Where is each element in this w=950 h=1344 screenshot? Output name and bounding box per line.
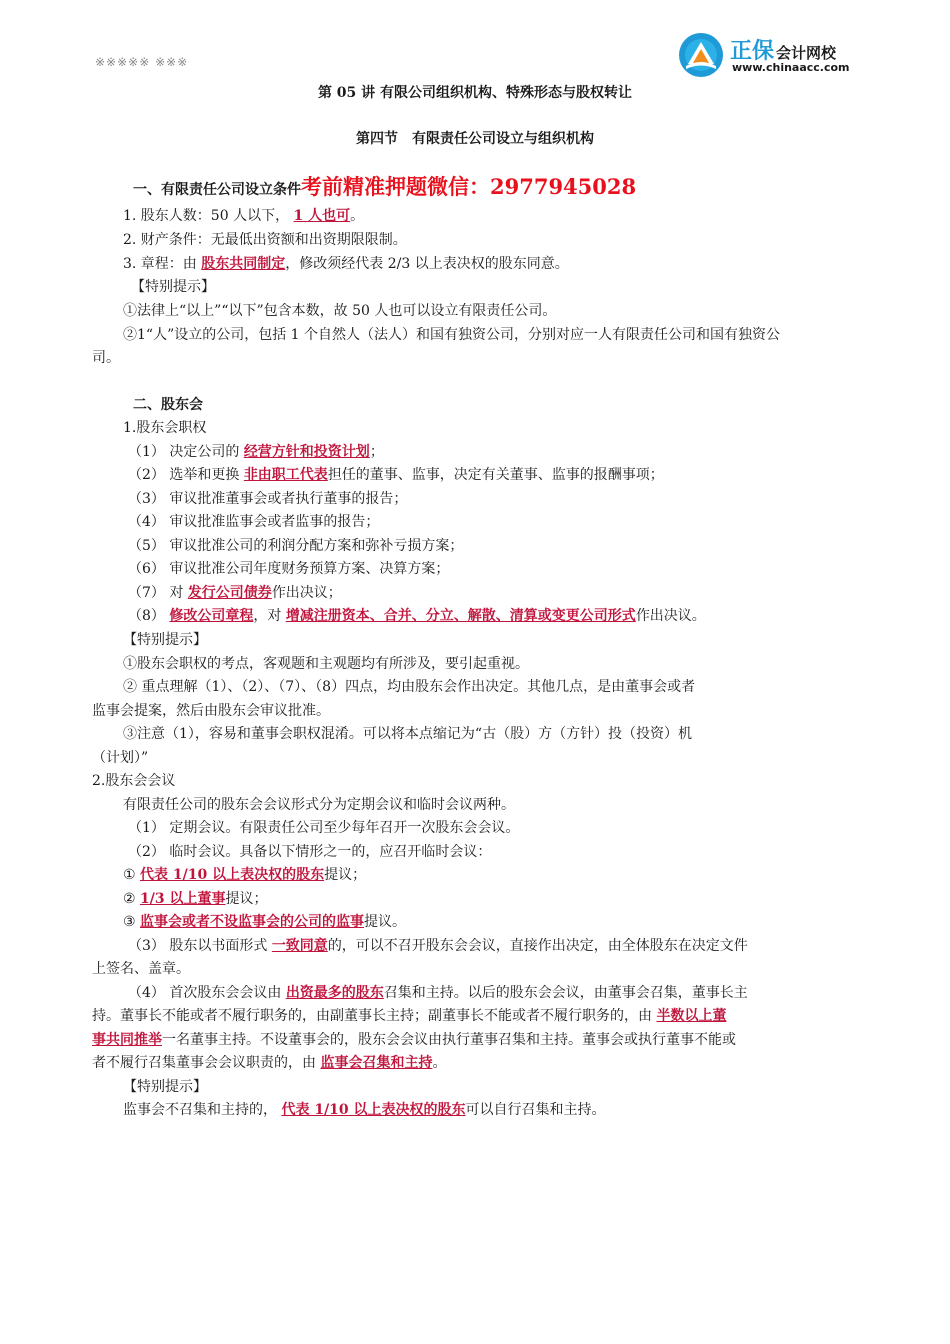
note-2: ② 重点理解（1）、（2）、（7）、（8）四点，均由股东会作出决定。其他几点，是由董事会或者 bbox=[123, 679, 696, 695]
special-tip-label: 【特别提示】 bbox=[123, 632, 207, 648]
highlight: 发行公司债券 bbox=[187, 585, 272, 601]
sub-heading-2: 2.股东会会议 bbox=[92, 773, 176, 789]
meeting-4-cont-2: 事共同推举一名董事主持。不设董事会的，股东会会议由执行董事召集和主持。董事会或执行董事不能或 bbox=[92, 1032, 736, 1048]
condition-1: ① 代表 1/10 以上表决权的股东提议； bbox=[123, 867, 367, 883]
condition-3: ③ 监事会或者不设监事会的公司的监事提议。 bbox=[123, 914, 407, 930]
highlight: 一致同意 bbox=[271, 938, 328, 954]
lecture-title: 第 05 讲 有限公司组织机构、特殊形态与股权转让 bbox=[317, 85, 633, 101]
highlight: 1 人也可 bbox=[293, 208, 351, 224]
logo-url: www.chinaacc.com bbox=[732, 61, 850, 74]
highlight: 股东共同制定 bbox=[201, 256, 286, 272]
highlight: 1/3 以上董事 bbox=[140, 891, 226, 907]
note-1: ①股东会职权的考点，客观题和主观题均有所涉及，要引起重视。 bbox=[123, 656, 529, 672]
special-tip-label: 【特别提示】 bbox=[123, 1079, 207, 1095]
logo-text: 正保 会计网校 bbox=[730, 39, 837, 64]
item-2: 2. 财产条件：无最低出资额和出资期限限制。 bbox=[123, 232, 407, 248]
power-7: （7） 对 发行公司债券作出决议； bbox=[128, 585, 342, 601]
power-6: （6） 审议批准公司年度财务预算方案、决算方案； bbox=[128, 561, 450, 577]
tip-2: ②1“人”设立的公司，包括 1 个自然人（法人）和国有独资公司，分别对应一人有限责任公司和国有独资公 bbox=[123, 327, 781, 343]
section-2-heading: 二、股东会 bbox=[133, 397, 203, 413]
section-1-heading-line bbox=[133, 174, 637, 199]
highlight: 监事会或者不设监事会的公司的监事 bbox=[140, 914, 365, 930]
highlight: 修改公司章程 bbox=[169, 608, 254, 624]
highlight: 监事会召集和主持 bbox=[320, 1055, 433, 1071]
highlight: 半数以上董 bbox=[656, 1008, 727, 1024]
highlight: 经营方针和投资计划 bbox=[243, 444, 370, 460]
meeting-1: （1） 定期会议。有限责任公司至少每年召开一次股东会会议。 bbox=[128, 820, 520, 836]
logo-emblem-icon bbox=[678, 32, 724, 78]
item-1: 1. 股东人数：50 人以下， 1 人也可。 bbox=[123, 208, 365, 224]
power-2: （2） 选举和更换 非由职工代表担任的董事、监事，决定有关董事、监事的报酬事项； bbox=[128, 467, 664, 483]
power-5: （5） 审议批准公司的利润分配方案和弥补亏损方案； bbox=[128, 538, 464, 554]
highlight: 事共同推举 bbox=[92, 1032, 162, 1048]
final-note: 监事会不召集和主持的， 代表 1/10 以上表决权的股东可以自行召集和主持。 bbox=[123, 1102, 606, 1118]
highlight: 代表 1/10 以上表决权的股东 bbox=[281, 1102, 466, 1118]
special-tip-label: 【特别提示】 bbox=[131, 279, 215, 295]
sub-heading-1: 1.股东会职权 bbox=[123, 420, 207, 436]
note-2-cont: 监事会提案，然后由股东会审议批准。 bbox=[92, 703, 330, 719]
meeting-3-cont: 上签名、盖章。 bbox=[92, 961, 190, 977]
meeting-intro: 有限责任公司的股东会会议形式分为定期会议和临时会议两种。 bbox=[123, 797, 515, 813]
power-3: （3） 审议批准董事会或者执行董事的报告； bbox=[128, 491, 408, 507]
condition-2: ② 1/3 以上董事提议； bbox=[123, 891, 268, 907]
meeting-4-cont-1: 持。董事长不能或者不履行职务的，由副董事长主持；副董事长不能或者不履行职务的，由 半数以上董 bbox=[92, 1008, 727, 1024]
highlight: 代表 1/10 以上表决权的股东 bbox=[140, 867, 325, 883]
highlight: 增减注册资本、合并、分立、解散、清算或变更公司形式 bbox=[285, 608, 636, 624]
chinaacc-logo bbox=[678, 30, 878, 80]
header-faint-text: ※※※※※ ※※※ bbox=[95, 55, 189, 69]
note-3: ③注意（1），容易和董事会职权混淆。可以将本点缩记为“古（股）方（方针）投（投资）机 bbox=[123, 726, 693, 742]
meeting-4: （4） 首次股东会会议由 出资最多的股东召集和主持。以后的股东会会议，由董事会召集，董事长主 bbox=[128, 985, 748, 1001]
promo-text: 考前精准押题微信：2977945028 bbox=[301, 174, 637, 199]
item-3: 3. 章程：由 股东共同制定，修改须经代表 2/3 以上表决权的股东同意。 bbox=[123, 256, 569, 272]
note-3-cont: （计划）” bbox=[92, 750, 149, 766]
section-1-heading: 一、有限责任公司设立条件 bbox=[133, 182, 301, 198]
section-title: 第四节 有限责任公司设立与组织机构 bbox=[356, 131, 594, 147]
tip-2-cont: 司。 bbox=[92, 350, 120, 366]
power-1: （1） 决定公司的 经营方针和投资计划； bbox=[128, 444, 384, 460]
power-4: （4） 审议批准监事会或者监事的报告； bbox=[128, 514, 380, 530]
highlight: 出资最多的股东 bbox=[285, 985, 384, 1001]
meeting-4-cont-3: 者不履行召集董事会会议职责的，由 监事会召集和主持。 bbox=[92, 1055, 447, 1071]
meeting-3: （3） 股东以书面形式 一致同意的，可以不召开股东会会议，直接作出决定，由全体股东在决定文件 bbox=[128, 938, 748, 954]
tip-1: ①法律上“以上”“以下”包含本数，故 50 人也可以设立有限责任公司。 bbox=[123, 303, 557, 319]
highlight: 非由职工代表 bbox=[243, 467, 328, 483]
meeting-2: （2） 临时会议。具备以下情形之一的，应召开临时会议： bbox=[128, 844, 492, 860]
power-8: （8） 修改公司章程，对 增减注册资本、合并、分立、解散、清算或变更公司形式作出决议。 bbox=[128, 608, 706, 624]
